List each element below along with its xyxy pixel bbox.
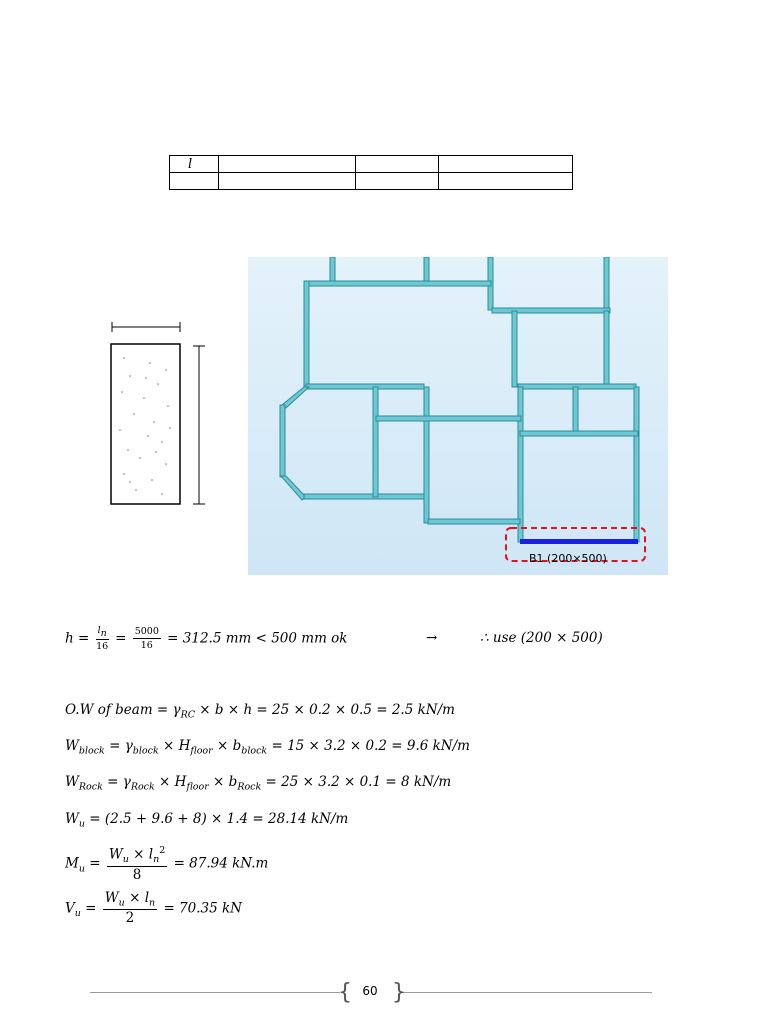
footer-rule-right <box>400 992 652 993</box>
properties-table <box>169 155 573 190</box>
page-number: 60 <box>362 984 378 998</box>
fraction: $\frac{5000}{16}$ <box>134 626 159 651</box>
eq-text: h = <box>65 630 90 647</box>
structural-plan-view <box>248 257 668 575</box>
table-cell <box>219 156 356 173</box>
highlighted-beam-b1 <box>520 539 638 544</box>
moment-equation: $M_u$ = $\frac{W_u \times l_n^2}{8}$ = 87.94 kN.m <box>65 845 269 883</box>
use-section-text: ∴ use (200 × 500) <box>480 630 603 646</box>
table-cell <box>356 173 439 190</box>
shear-equation: $V_u$ = $\frac{W_u \times l_n}{2}$ = 70.35 kN <box>65 890 242 927</box>
fraction: $\frac{W_u \times l_n}{2}$ <box>104 890 156 927</box>
footer-brace-right: } <box>392 980 406 1005</box>
depth-equation: h = $\frac{l_n}{16}$ = $\frac{5000}{16}$ = 312.5 mm < 500 mm ok <box>65 625 348 653</box>
beam-label: B1 (200×500) <box>529 552 607 565</box>
arrow-symbol: → <box>426 630 438 646</box>
eq-text: = 312.5 mm < 500 mm ok <box>167 630 348 647</box>
fraction: $\frac{l_n}{16}$ <box>96 625 109 653</box>
table-cell <box>170 173 219 190</box>
rock-load-equation: $W_{Rock} = \gamma_{Rock} \times H_{floor} \times b_{Rock} = 25 \times 3.2 \times 0.1 = 8$ kN/m <box>65 774 452 793</box>
footer-brace-left: { <box>338 980 352 1005</box>
footer-rule-left <box>90 992 340 993</box>
fraction: $\frac{W_u \times l_n^2}{8}$ <box>108 845 166 883</box>
block-load-equation: $W_{block} = \gamma_{block} \times H_{floor} \times b_{block} = 15 \times 3.2 \times 0.2 = 9.6$ kN/m <box>65 738 470 757</box>
beam-section-sketch <box>100 318 210 514</box>
table-cell-l: l <box>170 156 219 173</box>
table-cell <box>219 173 356 190</box>
table-cell <box>439 156 573 173</box>
own-weight-equation: O.W of beam = $\gamma_{RC} \times b \times h = 25 \times 0.2 \times 0.5 = 2.5$ kN/m <box>65 702 455 721</box>
table-cell <box>439 173 573 190</box>
ultimate-load-equation: $W_u = (2.5 + 9.6 + 8) \times 1.4 = 28.14$ kN/m <box>65 811 349 830</box>
table-cell <box>356 156 439 173</box>
